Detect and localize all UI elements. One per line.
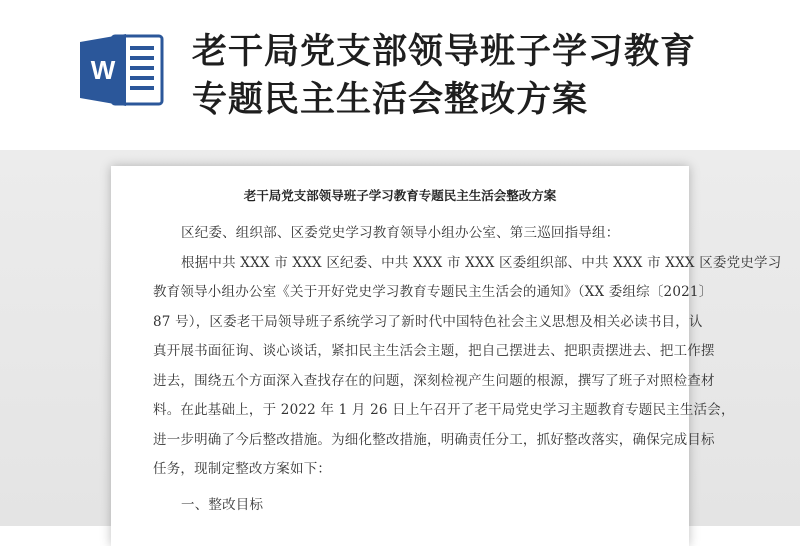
paragraph-line: 进一步明确了今后整改措施。为细化整改措施，明确责任分工，抓好整改落实，确保完成目标 bbox=[153, 432, 715, 448]
section-heading: 一、整改目标 bbox=[181, 497, 264, 513]
paragraph-line: 料。在此基础上，于 2022 年 1 月 26 日上午召开了老干局党史学习主题教育专题民主生活会， bbox=[153, 402, 735, 418]
paragraph-line: 根据中共 XXX 市 XXX 区纪委、中共 XXX 市 XXX 区委组织部、中共 XXX 市 XXX 区委党史学习 bbox=[181, 255, 782, 271]
paragraph-line: 87 号），区委老干局领导班子系统学习了新时代中国特色社会主义思想及相关必读书目，认 bbox=[153, 314, 703, 330]
paragraph-line: 真开展书面征询、谈心谈话，紧扣民主生活会主题，把自己摆进去、把职责摆进去、把工作摆 bbox=[153, 343, 715, 359]
paragraph-line: 区纪委、组织部、区委党史学习教育领导小组办公室、第三巡回指导组： bbox=[181, 225, 620, 241]
document-page bbox=[111, 166, 782, 546]
title-line-2: 专题民主生活会整改方案 bbox=[192, 80, 589, 120]
title-line-1: 老干局党支部领导班子学习教育 bbox=[192, 32, 697, 72]
word-icon bbox=[78, 32, 168, 108]
page-title bbox=[192, 28, 696, 124]
banner-header bbox=[0, 0, 800, 150]
word-icon-letter: W bbox=[90, 55, 116, 85]
document-title: 老干局党支部领导班子学习教育专题民主生活会整改方案 bbox=[243, 188, 557, 203]
paragraph-line: 任务，现制定整改方案如下： bbox=[153, 461, 332, 477]
paragraph-line: 教育领导小组办公室《关于开好党史学习教育专题民主生活会的通知》（XX 委组综〔2021〕 bbox=[153, 284, 713, 300]
paragraph-line: 进去，围绕五个方面深入查找存在的问题，深刻检视产生问题的根源，撰写了班子对照检查材 bbox=[153, 373, 715, 389]
